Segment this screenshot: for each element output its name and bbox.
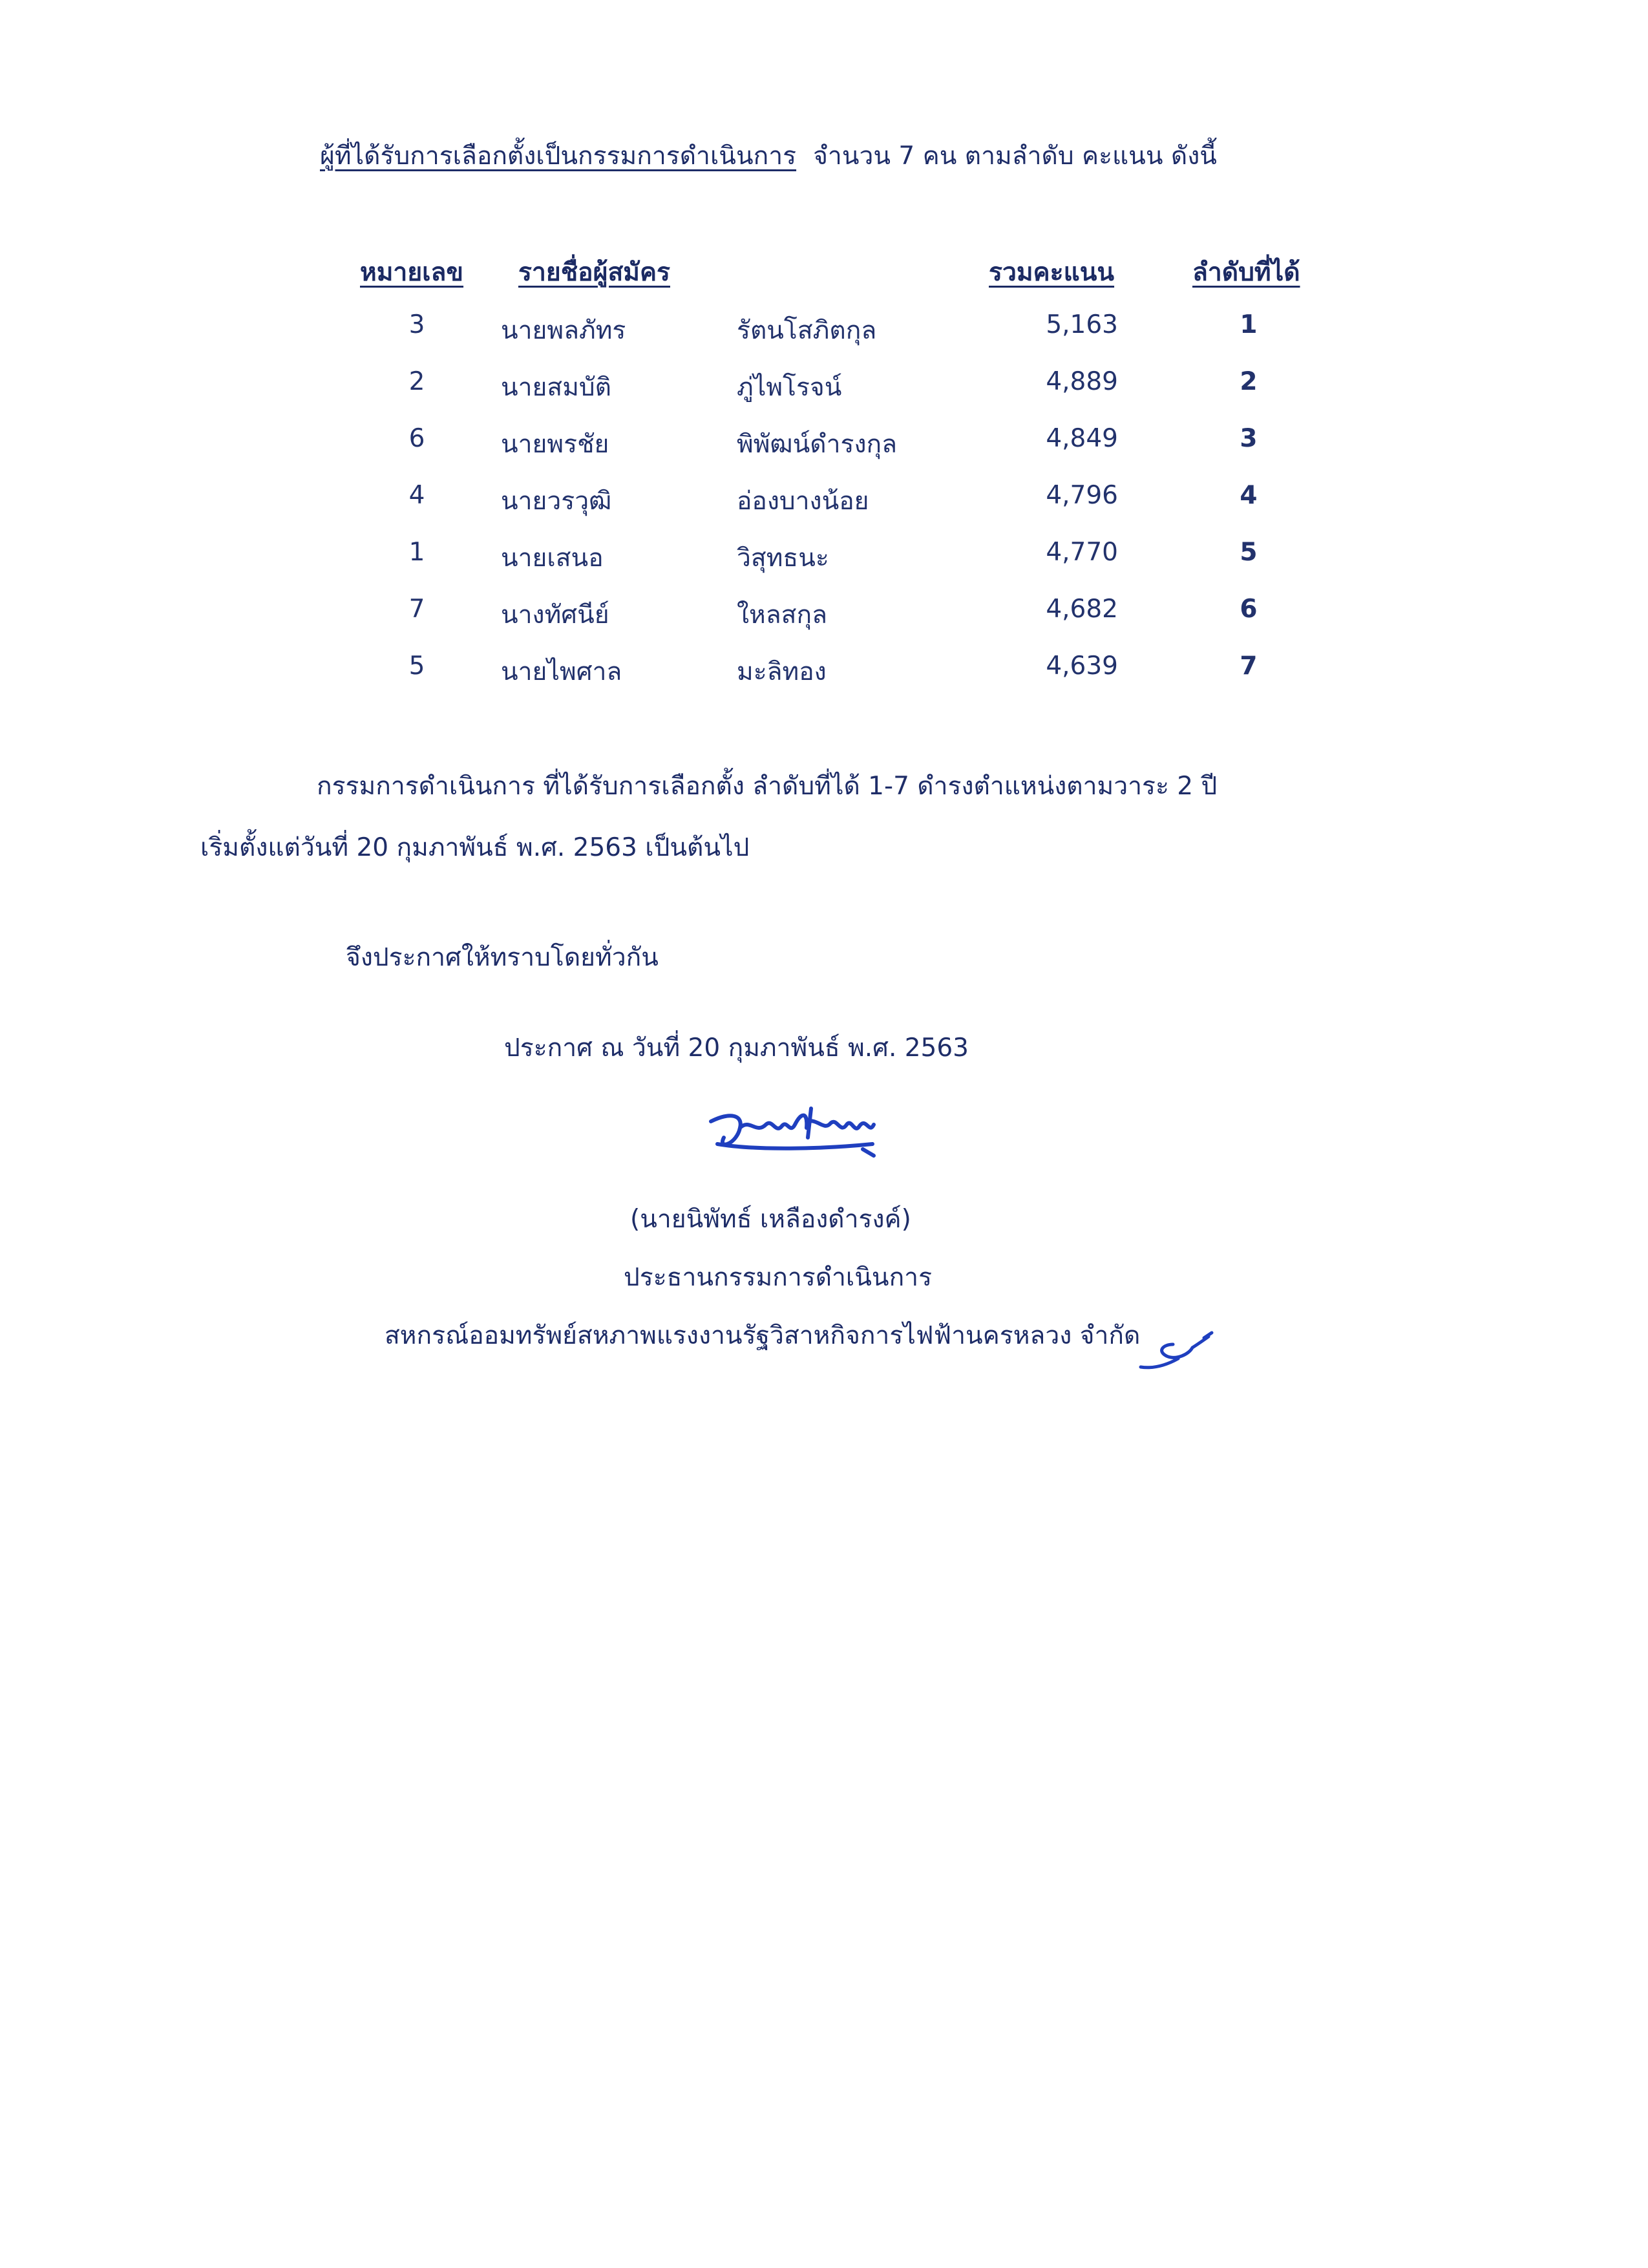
- row-rank: 1: [1240, 310, 1258, 339]
- row-number: 1: [408, 538, 425, 567]
- row-last-name: ใหลสกุล: [737, 600, 827, 630]
- row-first-name: นายสมบัติ: [501, 373, 612, 402]
- row-last-name: วิสุทธนะ: [737, 544, 829, 573]
- announce-line: จึงประกาศให้ทราบโดยทั่วกัน: [346, 943, 659, 972]
- header-name: รายชื่อผู้สมัคร: [518, 258, 670, 287]
- row-rank: 5: [1240, 538, 1258, 567]
- header-score: รวมคะแนน: [989, 258, 1115, 287]
- row-first-name: นายพรชัย: [501, 430, 609, 459]
- row-first-name: นายพลภัทร: [501, 316, 626, 345]
- row-number: 3: [408, 310, 425, 339]
- announce-date: ประกาศ ณ วันที่ 20 กุมภาพันธ์ พ.ศ. 2563: [504, 1033, 969, 1063]
- row-last-name: อ่องบางน้อย: [737, 487, 869, 516]
- row-score: 4,849: [1046, 424, 1118, 453]
- heading-rest: จำนวน 7 คน ตามลำดับ คะแนน ดังนี้: [813, 142, 1217, 171]
- heading-underlined: ผู้ที่ได้รับการเลือกตั้งเป็นกรรมการดำเนินการ: [320, 142, 797, 171]
- header-rank: ลำดับที่ได้: [1192, 258, 1300, 287]
- row-rank: 7: [1240, 652, 1258, 681]
- row-rank: 6: [1240, 595, 1258, 624]
- row-rank: 4: [1240, 481, 1258, 510]
- row-score: 4,682: [1046, 595, 1118, 624]
- announcement-heading: [320, 136, 1217, 176]
- term-line-1: กรรมการดำเนินการ ที่ได้รับการเลือกตั้ง ลำดับที่ได้ 1-7 ดำรงตำแหน่งตามวาระ 2 ปี: [317, 772, 1218, 801]
- row-first-name: นายวรวุฒิ: [501, 487, 612, 516]
- row-number: 2: [408, 367, 425, 396]
- row-score: 4,770: [1046, 538, 1118, 567]
- term-line-2: เริ่มตั้งแต่วันที่ 20 กุมภาพันธ์ พ.ศ. 2563 เป็นต้นไป: [200, 833, 750, 862]
- header-number: หมายเลข: [360, 258, 464, 287]
- row-last-name: พิพัฒน์ดำรงกุล: [737, 430, 898, 459]
- row-score: 4,639: [1046, 652, 1118, 681]
- row-last-name: มะลิทอง: [737, 657, 827, 686]
- organization-name: สหกรณ์ออมทรัพย์สหภาพแรงงานรัฐวิสาหกิจการไฟฟ้านครหลวง จำกัด: [385, 1321, 1141, 1350]
- row-rank: 3: [1240, 424, 1258, 453]
- signer-position: ประธานกรรมการดำเนินการ: [624, 1263, 933, 1292]
- row-number: 4: [408, 481, 425, 510]
- initial-mark-image: [1128, 1319, 1225, 1377]
- row-score: 5,163: [1046, 310, 1118, 339]
- signature-image: [704, 1099, 885, 1170]
- row-last-name: รัตนโสภิตกุล: [737, 316, 877, 345]
- row-first-name: นายเสนอ: [501, 544, 604, 573]
- row-first-name: นายไพศาล: [501, 657, 622, 686]
- row-last-name: ภู่ไพโรจน์: [737, 373, 842, 402]
- row-score: 4,796: [1046, 481, 1118, 510]
- row-first-name: นางทัศนีย์: [501, 600, 609, 630]
- row-rank: 2: [1240, 367, 1258, 396]
- row-number: 6: [408, 424, 425, 453]
- signer-name: (นายนิพัทธ์ เหลืองดำรงค์): [630, 1205, 911, 1234]
- row-score: 4,889: [1046, 367, 1118, 396]
- row-number: 7: [408, 595, 425, 624]
- row-number: 5: [408, 652, 425, 681]
